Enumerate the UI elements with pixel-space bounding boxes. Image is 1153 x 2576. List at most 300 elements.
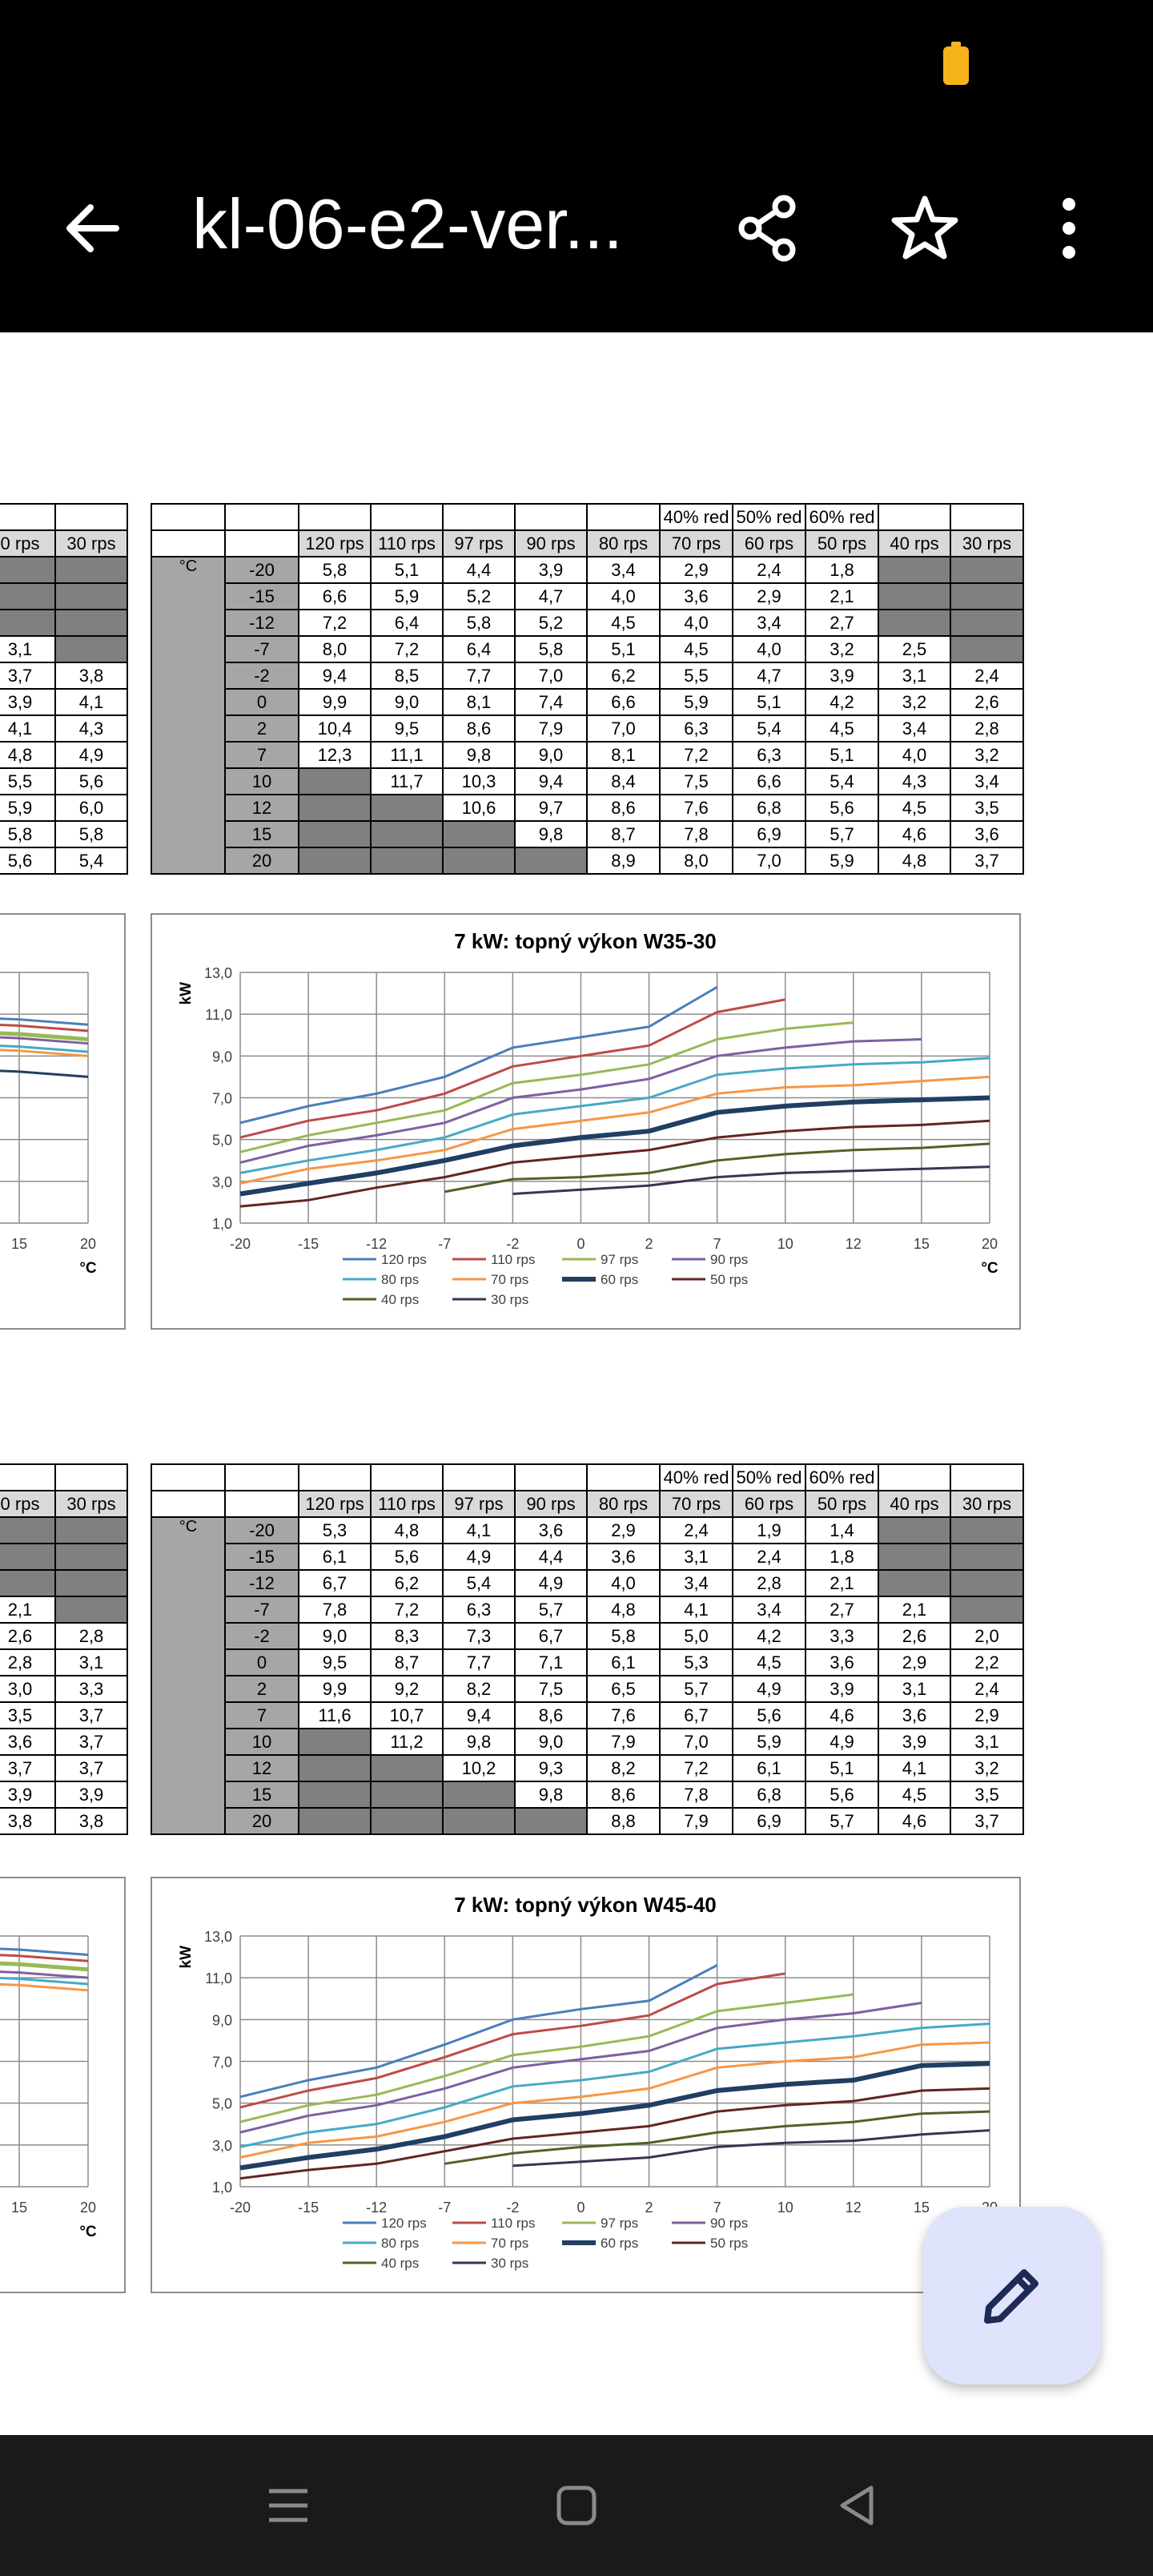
partial-series-line [0, 1971, 88, 1978]
table-cell: 2,0 [950, 1623, 1023, 1649]
table-cell: 1,8 [805, 557, 878, 583]
y-tick-label: 1,0 [211, 2180, 232, 2196]
table-cell: 4,1 [443, 1517, 515, 1544]
table-cell-empty [371, 1781, 443, 1808]
table-cell: 4,0 [587, 583, 660, 610]
table-cell-empty [371, 1755, 443, 1781]
chart-frame-w35 [151, 913, 1021, 1330]
recent-apps-button[interactable] [256, 2473, 320, 2538]
table-cell: 11,7 [371, 768, 443, 795]
table-cell-empty [0, 557, 55, 583]
table-cell-empty [299, 1781, 371, 1808]
y-tick-label: 3,0 [211, 1173, 232, 1190]
table-cell: 6,4 [443, 636, 515, 662]
table-cell: 5,9 [660, 689, 733, 715]
table-cell [151, 1491, 225, 1517]
table-cell-empty [950, 610, 1023, 636]
table-row [151, 795, 1023, 821]
table-cell: 8,6 [587, 795, 660, 821]
table-cell: 8,8 [587, 1808, 660, 1834]
table-cell: 2,8 [55, 1623, 127, 1649]
table-cell: 8,0 [299, 636, 371, 662]
partial-series-line [0, 1071, 88, 1077]
table-cell: 3,2 [950, 742, 1023, 768]
table-header-cell: 80 rps [587, 530, 660, 557]
table-header-cell: 50 rps [805, 530, 878, 557]
back-nav-button[interactable] [825, 2473, 889, 2538]
chart-w45-svg [152, 1878, 1019, 2292]
table-cell: 5,1 [733, 689, 805, 715]
table-header-pct [587, 504, 660, 530]
table-cell: 5,7 [805, 821, 878, 847]
legend-label: 97 rps [601, 1252, 639, 1267]
table-cell: 7,0 [660, 1729, 733, 1755]
series-line-70-rps [240, 1077, 990, 1183]
table-cell [0, 504, 55, 530]
table-cell: 3,6 [660, 583, 733, 610]
table-cell-empty [515, 1808, 587, 1834]
table-cell [0, 1464, 55, 1491]
table-temp-cell: 20 [225, 1808, 299, 1834]
table-cell: 6,0 [55, 795, 127, 821]
chart-title: 7 kW: topný výkon W35-30 [454, 929, 717, 953]
table-cell-empty [299, 795, 371, 821]
table-cell: 5,8 [0, 821, 55, 847]
legend-label: 110 rps [491, 1252, 536, 1267]
table-cell: 3,3 [805, 1623, 878, 1649]
table-cell: 5,5 [660, 662, 733, 689]
table-cell: 3,7 [950, 847, 1023, 874]
table-cell: 4,5 [587, 610, 660, 636]
table-pct-row [0, 504, 127, 530]
chart-w35-svg [152, 915, 1019, 1328]
table-cell-empty [878, 1544, 950, 1570]
table-cell: 2,7 [805, 1596, 878, 1623]
table-row [0, 715, 127, 742]
table-cell-empty [0, 610, 55, 636]
table-cell: 2,9 [660, 557, 733, 583]
table-cell-empty [443, 821, 515, 847]
table-cell: 1,8 [805, 1544, 878, 1570]
table-cell: 5,4 [443, 1570, 515, 1596]
table-cell-empty [371, 795, 443, 821]
table-cell: 6,6 [587, 689, 660, 715]
table-temp-cell: 0 [225, 1649, 299, 1676]
x-tick-label: 2 [645, 1236, 653, 1252]
table-cell-empty [299, 1729, 371, 1755]
table-cell: 6,4 [371, 610, 443, 636]
table-cell-empty [371, 821, 443, 847]
table-cell: 3,6 [878, 1702, 950, 1729]
x-tick-label: -2 [506, 2200, 520, 2216]
table-row [151, 1596, 1023, 1623]
x-tick-label: 10 [777, 2200, 793, 2216]
table-cell: 6,7 [515, 1623, 587, 1649]
partial-chart-svg [0, 915, 127, 1331]
table-cell [55, 1464, 127, 1491]
table-row [0, 847, 127, 874]
table-cell: 5,8 [299, 557, 371, 583]
table-cell: 5,7 [515, 1596, 587, 1623]
table-cell: 2,9 [733, 583, 805, 610]
table-header-cell: 30 rps [950, 1491, 1023, 1517]
table-cell-empty [0, 1570, 55, 1596]
table-row [0, 1517, 127, 1544]
table-cell: 5,8 [515, 636, 587, 662]
table-cell: 9,7 [515, 795, 587, 821]
legend-label: 120 rps [381, 1252, 427, 1267]
table-cell: 6,5 [587, 1676, 660, 1702]
table-cell: 4,9 [733, 1676, 805, 1702]
table-row [0, 768, 127, 795]
table-row [151, 1517, 1023, 1544]
table-cell: 3,7 [55, 1729, 127, 1755]
table-row [0, 742, 127, 768]
table-header-cell: 120 rps [299, 530, 371, 557]
table-cell: 4,6 [805, 1702, 878, 1729]
table-cell: 4,5 [733, 1649, 805, 1676]
table-cell: 9,4 [515, 768, 587, 795]
table-row [0, 1755, 127, 1781]
table-cell: 4,5 [660, 636, 733, 662]
table-row [151, 847, 1023, 874]
table-cell: 9,8 [515, 1781, 587, 1808]
table-row [151, 1544, 1023, 1570]
favorite-button[interactable] [881, 184, 969, 272]
partial-series-line [0, 1963, 88, 1970]
table-cell: 2,6 [950, 689, 1023, 715]
table-row [0, 636, 127, 662]
legend-label: 40 rps [381, 1292, 420, 1307]
partial-series-line [0, 1018, 88, 1024]
table-header-cell: 0 rps [0, 1491, 55, 1517]
table-cell: 4,9 [443, 1544, 515, 1570]
table-cell [225, 504, 299, 530]
table-cell-empty [443, 1808, 515, 1834]
table-cell-empty [55, 557, 127, 583]
table-cell-empty [55, 1570, 127, 1596]
table-header-row [0, 530, 127, 557]
table-cell-empty [55, 1544, 127, 1570]
table-header-cell: 97 rps [443, 1491, 515, 1517]
table-cell: 3,5 [950, 1781, 1023, 1808]
table-cell-empty [878, 1517, 950, 1544]
table-cell: 4,0 [587, 1570, 660, 1596]
y-tick-label: 7,0 [211, 2054, 232, 2071]
table-cell: 3,8 [55, 1808, 127, 1834]
table-row [0, 557, 127, 583]
table-header-cell: 30 rps [55, 1491, 127, 1517]
table-cell-empty [878, 557, 950, 583]
table-cell-empty [443, 1781, 515, 1808]
table-cell-empty [950, 1570, 1023, 1596]
table-cell: 6,6 [299, 583, 371, 610]
partial-chart-left-2 [0, 1877, 126, 2293]
table-cell: 9,8 [515, 821, 587, 847]
table-cell: 2,4 [950, 1676, 1023, 1702]
table-temp-cell: 10 [225, 1729, 299, 1755]
table-header-pct [371, 1464, 443, 1491]
table-cell: 10,3 [443, 768, 515, 795]
back-button[interactable] [48, 184, 136, 272]
table-cell: 3,5 [0, 1702, 55, 1729]
table-row [0, 1596, 127, 1623]
partial-series-line [0, 1984, 88, 1990]
table-cell: 9,9 [299, 1676, 371, 1702]
table-cell: 8,7 [587, 821, 660, 847]
y-tick-label: 13,0 [203, 1929, 232, 1945]
table-cell: 4,5 [878, 1781, 950, 1808]
table-cell: 3,4 [587, 557, 660, 583]
table-cell: 12,3 [299, 742, 371, 768]
table-cell: 11,6 [299, 1702, 371, 1729]
table-header-row [151, 1491, 1023, 1517]
table-row [151, 1808, 1023, 1834]
table-row [0, 689, 127, 715]
star-icon [890, 194, 959, 263]
table-cell: 3,1 [878, 662, 950, 689]
share-button[interactable] [725, 184, 813, 272]
legend-label: 90 rps [710, 2216, 749, 2231]
table-cell: 3,8 [55, 662, 127, 689]
table-cell: 7,8 [660, 821, 733, 847]
table-temp-cell: 15 [225, 1781, 299, 1808]
table-temp-cell: -20 [225, 1517, 299, 1544]
table-temp-cell: -20 [225, 557, 299, 583]
table-cell: 5,9 [733, 1729, 805, 1755]
partial-series-line [0, 1024, 88, 1031]
table-cell: 5,8 [55, 821, 127, 847]
edit-button[interactable] [923, 2207, 1101, 2385]
table-cell: 6,2 [371, 1570, 443, 1596]
table-cell-empty [950, 1596, 1023, 1623]
y-tick-label: 11,0 [205, 1970, 232, 1987]
legend-label: 30 rps [491, 1292, 529, 1307]
table-header-cell: 110 rps [371, 1491, 443, 1517]
table-row [0, 1729, 127, 1755]
table-cell: 3,7 [55, 1702, 127, 1729]
x-tick-label: 2 [645, 2200, 653, 2216]
table-cell: 4,9 [515, 1570, 587, 1596]
share-icon [734, 194, 803, 263]
table-cell: 2,4 [733, 557, 805, 583]
table-cell-empty [299, 1808, 371, 1834]
series-line-60-rps [240, 1098, 990, 1194]
table-cell: 3,6 [805, 1649, 878, 1676]
table-header-cell: 80 rps [587, 1491, 660, 1517]
partial-series-line [0, 1949, 88, 1955]
table-cell: 5,9 [0, 795, 55, 821]
table-cell: 4,0 [660, 610, 733, 636]
table-cell: 4,9 [55, 742, 127, 768]
table-cell: 8,3 [371, 1623, 443, 1649]
table-cell: 2,8 [950, 715, 1023, 742]
table-header-cell: 40 rps [878, 530, 950, 557]
table-temp-cell: 10 [225, 768, 299, 795]
partial-chart-left [0, 913, 126, 1330]
table-cell: 9,5 [299, 1649, 371, 1676]
table-header-pct [443, 1464, 515, 1491]
table-cell: 2,4 [950, 662, 1023, 689]
y-tick-label: 7,0 [211, 1090, 232, 1107]
table-row [0, 662, 127, 689]
table-header-cell: 120 rps [299, 1491, 371, 1517]
table-temp-cell: 0 [225, 689, 299, 715]
x-tick-label: 15 [913, 1236, 930, 1252]
table-temp-cell: 12 [225, 1755, 299, 1781]
table-cell-empty [950, 583, 1023, 610]
table-temp-cell: -7 [225, 636, 299, 662]
table-cell: 9,0 [515, 1729, 587, 1755]
table-cell: 8,2 [587, 1755, 660, 1781]
more-options-button[interactable] [1025, 184, 1113, 272]
table-row [0, 583, 127, 610]
x-tick-label: 10 [777, 1236, 793, 1252]
table-header-pct: 50% red [733, 1464, 805, 1491]
table-cell: 7,8 [660, 1781, 733, 1808]
table-cell: 3,1 [0, 636, 55, 662]
table-cell: 2,8 [733, 1570, 805, 1596]
x-tick-label: -12 [366, 2200, 388, 2216]
table-temp-cell: -12 [225, 1570, 299, 1596]
table-cell: 3,8 [0, 1808, 55, 1834]
table-cell: 8,5 [371, 662, 443, 689]
y-tick-label: 11,0 [205, 1007, 232, 1024]
table-header-row [151, 530, 1023, 557]
table-pct-row [151, 504, 1023, 530]
table-cell: 10,6 [443, 795, 515, 821]
table-cell: 4,4 [515, 1544, 587, 1570]
x-axis-label: °C [981, 1260, 998, 1277]
table-cell: 6,7 [660, 1702, 733, 1729]
table-cell: 3,7 [55, 1755, 127, 1781]
left-partial-table-2 [0, 1463, 128, 1835]
y-tick-label: 9,0 [211, 1049, 232, 1065]
table-cell: 10,7 [371, 1702, 443, 1729]
table-cell: 3,2 [950, 1755, 1023, 1781]
table-header-cell: 70 rps [660, 530, 733, 557]
table-cell: 3,0 [0, 1676, 55, 1702]
table-cell: 6,9 [733, 1808, 805, 1834]
table-cell: 7,0 [587, 715, 660, 742]
table-cell [55, 504, 127, 530]
table-row [151, 557, 1023, 583]
table-cell: 3,4 [950, 768, 1023, 795]
table-cell: 4,1 [878, 1755, 950, 1781]
table-temp-cell: 7 [225, 1702, 299, 1729]
table-header-pct: 40% red [660, 1464, 733, 1491]
table-header-cell: 30 rps [55, 530, 127, 557]
table-row [0, 821, 127, 847]
x-tick-label: -20 [229, 1236, 251, 1252]
table-row [151, 1649, 1023, 1676]
table-header-cell: 50 rps [805, 1491, 878, 1517]
table-cell: 3,6 [587, 1544, 660, 1570]
table-cell: 3,9 [805, 1676, 878, 1702]
table-cell: 8,1 [443, 689, 515, 715]
table-temp-cell: -2 [225, 1623, 299, 1649]
table-cell: 5,1 [805, 742, 878, 768]
table-cell: 7,2 [371, 636, 443, 662]
x-tick-label: 15 [10, 2200, 28, 2216]
table-cell: 7,5 [515, 1676, 587, 1702]
home-button[interactable] [544, 2473, 609, 2538]
table-cell: 2,9 [878, 1649, 950, 1676]
document-page[interactable] [0, 332, 1153, 2435]
series-line-70-rps [240, 2043, 990, 2158]
table-cell: 4,3 [55, 715, 127, 742]
series-line-60-rps [240, 2063, 990, 2167]
x-tick-label: 20 [981, 1236, 998, 1252]
table-cell-empty [950, 1544, 1023, 1570]
legend-label: 70 rps [491, 1272, 529, 1287]
table-cell-empty [55, 1517, 127, 1544]
table-cell: 7,6 [660, 795, 733, 821]
table-cell: 9,8 [443, 742, 515, 768]
table-cell: 7,6 [587, 1702, 660, 1729]
table-cell-empty [55, 636, 127, 662]
table-cell-empty [299, 1755, 371, 1781]
table-row [151, 636, 1023, 662]
system-navigation-bar [0, 2435, 1153, 2576]
series-line-30-rps [512, 1167, 990, 1194]
x-tick-label: -20 [229, 2200, 251, 2216]
table-cell-empty [299, 847, 371, 874]
table-row [151, 610, 1023, 636]
table-cell: 7,0 [515, 662, 587, 689]
table-cell: 5,6 [371, 1544, 443, 1570]
table-cell-empty [55, 1596, 127, 1623]
table-cell: 5,3 [299, 1517, 371, 1544]
table-cell-empty [55, 583, 127, 610]
home-square-icon [552, 2481, 601, 2530]
x-axis-label: °C [79, 2224, 97, 2240]
table-header-pct: 40% red [660, 504, 733, 530]
table-cell: 3,9 [0, 1781, 55, 1808]
table-cell [225, 1464, 299, 1491]
legend-label: 70 rps [491, 2236, 529, 2251]
legend-label: 50 rps [710, 1272, 749, 1287]
table-cell: 6,7 [299, 1570, 371, 1596]
table-row [0, 1676, 127, 1702]
table-header-cell: 70 rps [660, 1491, 733, 1517]
table-cell: 5,9 [371, 583, 443, 610]
table-cell-empty [950, 557, 1023, 583]
table-row [151, 1755, 1023, 1781]
table-cell-empty [878, 583, 950, 610]
table-cell: 3,6 [950, 821, 1023, 847]
table-cell: 7,7 [443, 662, 515, 689]
legend-label: 110 rps [491, 2216, 536, 2231]
table-cell: 6,3 [733, 742, 805, 768]
partial-series-line [0, 1954, 88, 1961]
table-row [0, 1781, 127, 1808]
x-tick-label: 7 [713, 2200, 721, 2216]
table-cell: 9,5 [371, 715, 443, 742]
table-cell-empty [878, 1570, 950, 1596]
table-temp-cell: -15 [225, 583, 299, 610]
left-partial-table [0, 503, 128, 875]
table-cell: 10,2 [443, 1755, 515, 1781]
table-cell: 6,1 [299, 1544, 371, 1570]
table-cell: 8,6 [587, 1781, 660, 1808]
x-tick-label: -15 [298, 1236, 319, 1252]
table-cell: 2,1 [805, 583, 878, 610]
table-cell: 4,9 [805, 1729, 878, 1755]
table-cell [225, 1491, 299, 1517]
table-temp-cell: 2 [225, 1676, 299, 1702]
chart-frame-w45 [151, 1877, 1021, 2293]
